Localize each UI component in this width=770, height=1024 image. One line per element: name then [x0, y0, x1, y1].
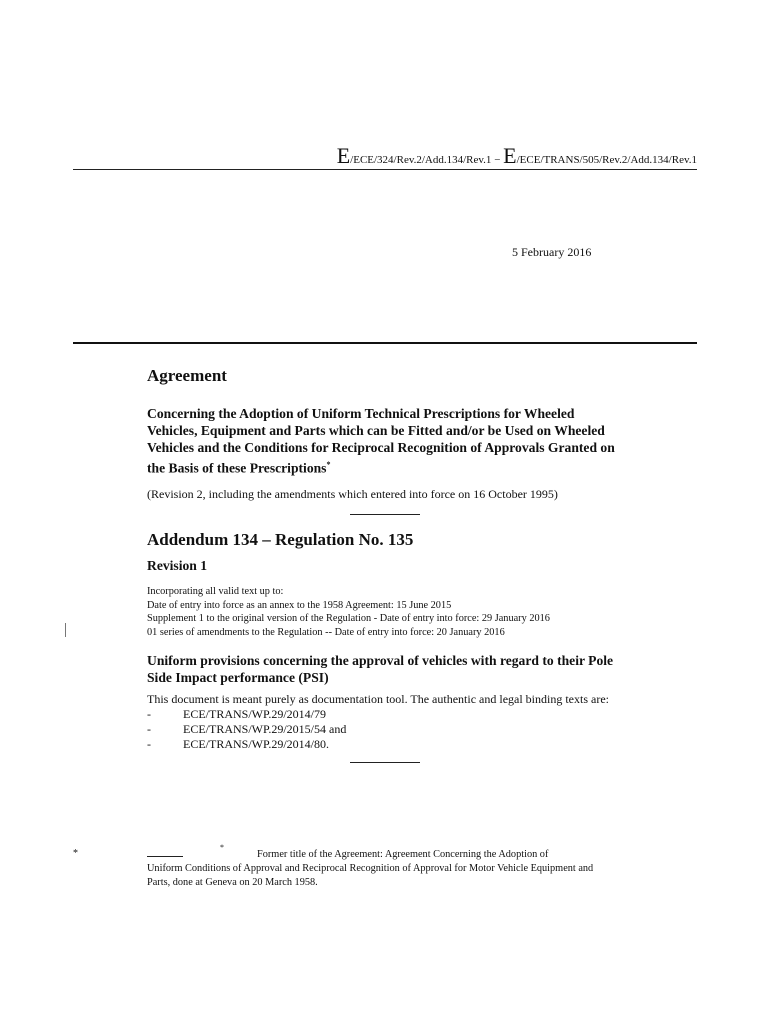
footnote-text: Former title of the Agreement: Agreement Concerning the Adoption of	[257, 849, 549, 860]
incorporating-line: Supplement 1 to the original version of the Regulation - Date of entry into force: 29 January 2016	[147, 613, 550, 624]
footnote-separator	[147, 856, 183, 857]
symbol-e-1: E	[336, 143, 351, 168]
incorporating-line: Incorporating all valid text up to:	[147, 586, 284, 597]
document-date: 5 February 2016	[512, 245, 592, 259]
agreement-title: Agreement	[147, 366, 227, 385]
document-reference: ECE/TRANS/WP.29/2014/80.	[183, 737, 330, 751]
footnote-marker: *	[220, 843, 224, 852]
list-item	[147, 722, 667, 737]
header-rule	[73, 169, 697, 170]
agreement-concerning-text: Concerning the Adoption of Uniform Technical Prescriptions for Wheeled Vehicles, Equipment and Parts which can be Fitted and/or be Used on Wheeled Vehicles and the Conditions for Reciprocal Recognition of Approvals Granted on the Basis of these Prescriptions	[147, 406, 615, 476]
section-divider	[350, 514, 420, 515]
document-symbol	[337, 143, 697, 169]
incorporating-block	[147, 585, 550, 639]
thick-rule	[73, 342, 697, 344]
section-divider	[350, 762, 420, 763]
symbol-part-2: /ECE/TRANS/505/Rev.2/Add.134/Rev.1	[516, 154, 697, 166]
footnote-text-continued: Uniform Conditions of Approval and Reciprocal Recognition of Approval for Motor Vehicle Equipment and Parts, done at Geneva on 20 March 1958.	[147, 863, 594, 888]
incorporating-line: 01 series of amendments to the Regulation -- Date of entry into force: 20 January 2016	[147, 626, 505, 638]
list-item	[147, 737, 667, 752]
documentation-intro: This document is meant purely as documentation tool. The authentic and legal binding texts are:	[147, 692, 609, 706]
documentation-note	[147, 692, 667, 752]
footnote-reference[interactable]: *	[326, 460, 331, 469]
document-reference: ECE/TRANS/WP.29/2015/54 and	[183, 722, 347, 736]
change-bar	[65, 623, 66, 637]
symbol-e-2: E	[503, 143, 517, 168]
incorporating-line: Date of entry into force as an annex to the 1958 Agreement: 15 June 2015	[147, 599, 452, 611]
addendum-title: Addendum 134 – Regulation No. 135	[147, 530, 414, 549]
footnote-margin-marker: *	[73, 848, 78, 859]
regulation-title: Uniform provisions concerning the approval of vehicles with regard to their Pole Side Impact performance (PSI)	[147, 653, 614, 685]
list-dash: -	[147, 722, 151, 736]
list-dash: -	[147, 737, 151, 751]
list-dash: -	[147, 707, 151, 721]
list-item	[147, 707, 667, 722]
revision-note: (Revision 2, including the amendments which entered into force on 16 October 1995)	[147, 487, 558, 501]
revision-heading: Revision 1	[147, 558, 208, 573]
symbol-part-1: /ECE/324/Rev.2/Add.134/Rev.1	[350, 154, 492, 166]
document-reference: ECE/TRANS/WP.29/2014/79	[183, 707, 327, 721]
agreement-concerning	[147, 405, 627, 477]
symbol-separator: −	[494, 154, 501, 166]
